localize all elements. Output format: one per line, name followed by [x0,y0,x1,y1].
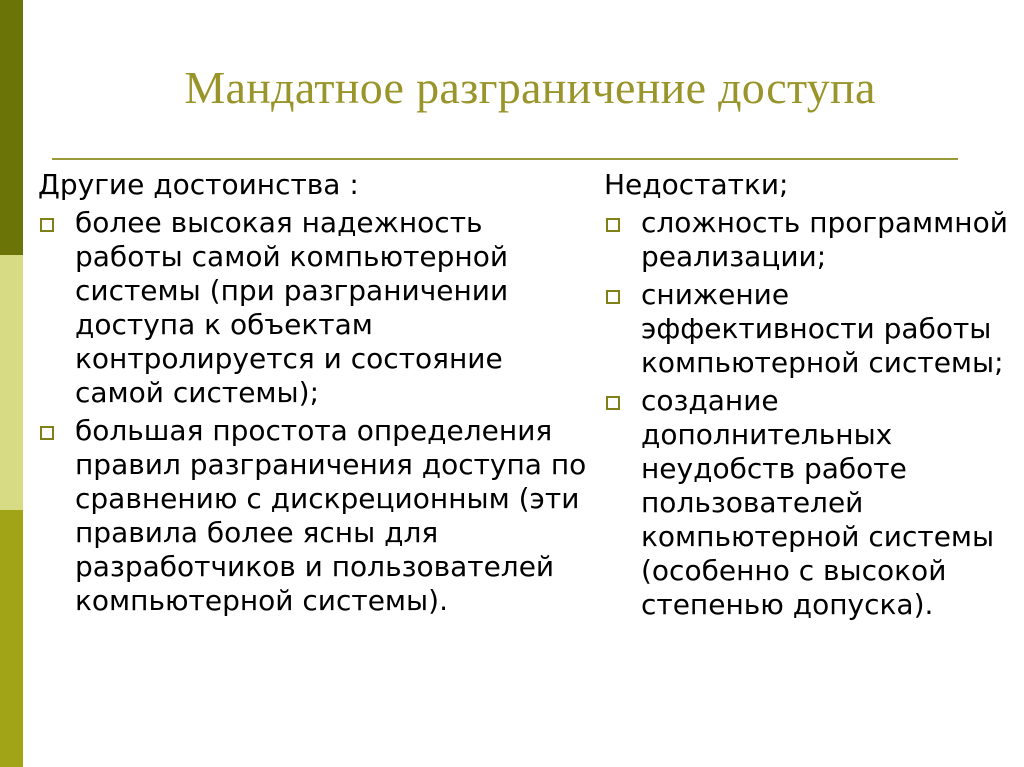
decorative-side-bar [0,0,23,767]
advantage-item-text: большая простота определения правил разграничения доступа по сравнению с дискреционным (эти правила более ясны для разработчиков и пользователей компьютерной системы). [75,414,587,617]
disadvantage-item [604,278,1018,380]
advantages-heading: Другие достоинства : [38,168,359,201]
slide-title: Мандатное разграничение доступа [184,62,876,113]
disadvantage-item [604,384,1018,622]
disadvantages-list [604,206,1018,622]
square-bullet-icon [606,218,620,232]
disadvantage-item-text: сложность программной реализации; [641,206,1008,273]
advantage-item-text: более высокая надежность работы самой компьютерной системы (при разграничении доступа к объектам контролируется и состояние самой системы); [75,206,509,409]
advantages-column [38,168,598,618]
square-bullet-icon [40,426,54,440]
disadvantage-item [604,206,1018,274]
side-bar-segment-middle [0,255,23,510]
disadvantage-item-text: снижение эффективности работы компьютерной системы; [641,278,1004,379]
side-bar-segment-top [0,0,23,255]
square-bullet-icon [606,290,620,304]
side-bar-segment-bottom [0,510,23,767]
advantages-list [38,206,598,618]
disadvantages-heading: Недостатки; [604,168,789,201]
advantage-item [38,414,598,618]
square-bullet-icon [40,218,54,232]
square-bullet-icon [606,396,620,410]
title-divider [52,158,958,160]
advantage-item [38,206,598,410]
disadvantages-column [604,168,1018,622]
disadvantage-item-text: создание дополнительных неудобств работе пользователей компьютерной системы (особенно с высокой степенью допуска). [641,384,995,621]
